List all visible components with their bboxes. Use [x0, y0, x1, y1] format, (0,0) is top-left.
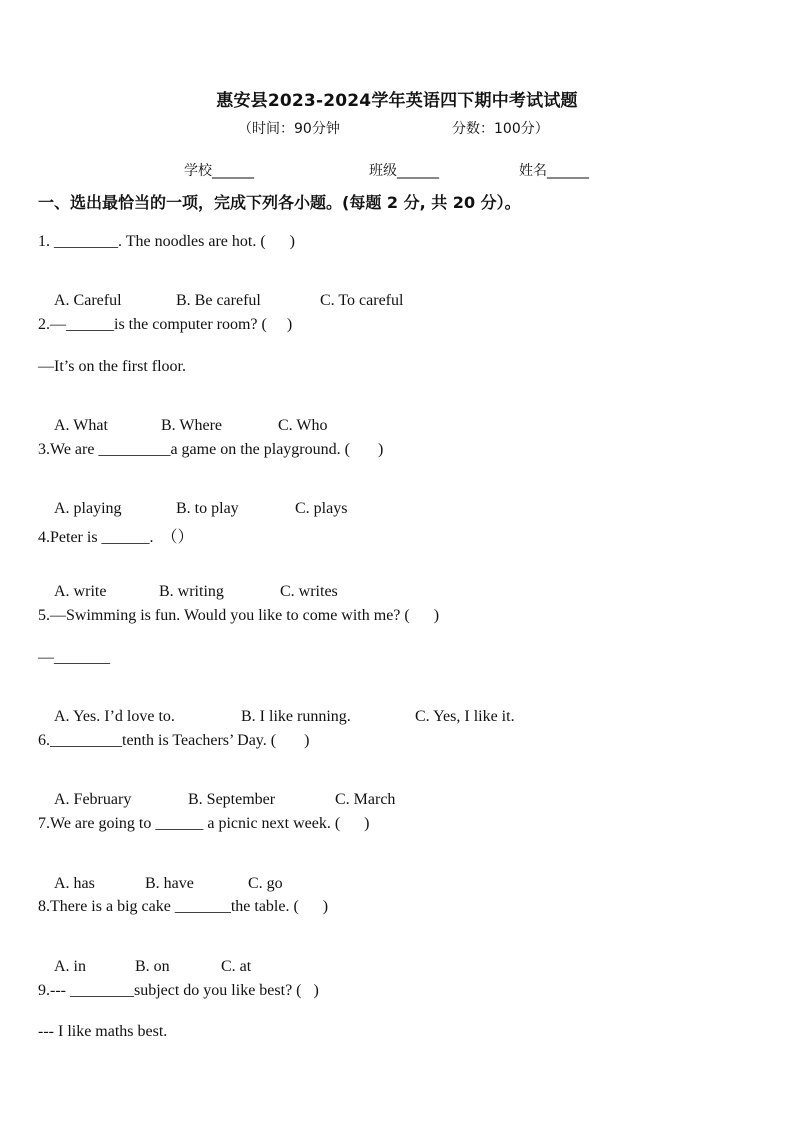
option-c: C. go	[248, 875, 283, 892]
option-a: A. Careful	[54, 292, 122, 309]
option-b: B. have	[145, 875, 194, 892]
question-reply: —It’s on the first floor.	[38, 358, 186, 375]
class-field: 班级______	[369, 163, 439, 179]
question-stem: 6._________tenth is Teachers’ Day. ( )	[38, 732, 310, 749]
question-stem: 8.There is a big cake _______the table. ( )	[38, 898, 329, 915]
exam-score: 分数：100分）	[452, 121, 549, 137]
option-c: C. plays	[295, 500, 348, 517]
option-a: A. write	[54, 583, 107, 600]
question-stem: 3.We are _________a game on the playground. ( )	[38, 441, 384, 458]
option-c: C. Who	[278, 417, 328, 434]
option-b: B. writing	[159, 583, 224, 600]
option-c: C. To careful	[320, 292, 404, 309]
option-c: C. at	[221, 958, 252, 975]
option-c: C. writes	[280, 583, 338, 600]
option-b: B. I like running.	[241, 708, 351, 725]
option-b: B. to play	[176, 500, 239, 517]
option-a: A. Yes. I’d love to.	[54, 708, 175, 725]
question-stem: 2.—______is the computer room? ( )	[38, 316, 293, 333]
question-reply: --- I like maths best.	[38, 1023, 168, 1040]
question-reply: —_______	[38, 649, 110, 666]
option-b: B. Where	[161, 417, 223, 434]
question-stem: 5.—Swimming is fun. Would you like to come with me? ( )	[38, 607, 440, 624]
option-b: B. September	[188, 791, 276, 808]
exam-time: （时间：90分钟	[238, 121, 340, 137]
name-field: 姓名______	[519, 163, 589, 179]
option-b: B. Be careful	[176, 292, 261, 309]
question-stem: 4.Peter is ______. （）	[38, 529, 194, 546]
exam-title: 惠安县2023-2024学年英语四下期中考试试题	[216, 91, 578, 111]
question-stem: 7.We are going to ______ a picnic next week. ( )	[38, 815, 370, 832]
section-title: 一、选出最恰当的一项，完成下列各小题。(每题 2 分, 共 20 分）。	[38, 193, 521, 212]
option-a: A. has	[54, 875, 95, 892]
option-a: A. in	[54, 958, 86, 975]
school-field: 学校______	[184, 163, 254, 179]
option-a: A. playing	[54, 500, 122, 517]
question-stem: 9.--- ________subject do you like best? ( )	[38, 982, 319, 999]
option-a: A. February	[54, 791, 132, 808]
option-c: C. March	[335, 791, 396, 808]
option-a: A. What	[54, 417, 108, 434]
option-b: B. on	[135, 958, 170, 975]
option-c: C. Yes, I like it.	[415, 708, 515, 725]
question-stem: 1. ________. The noodles are hot. ( )	[38, 233, 295, 250]
